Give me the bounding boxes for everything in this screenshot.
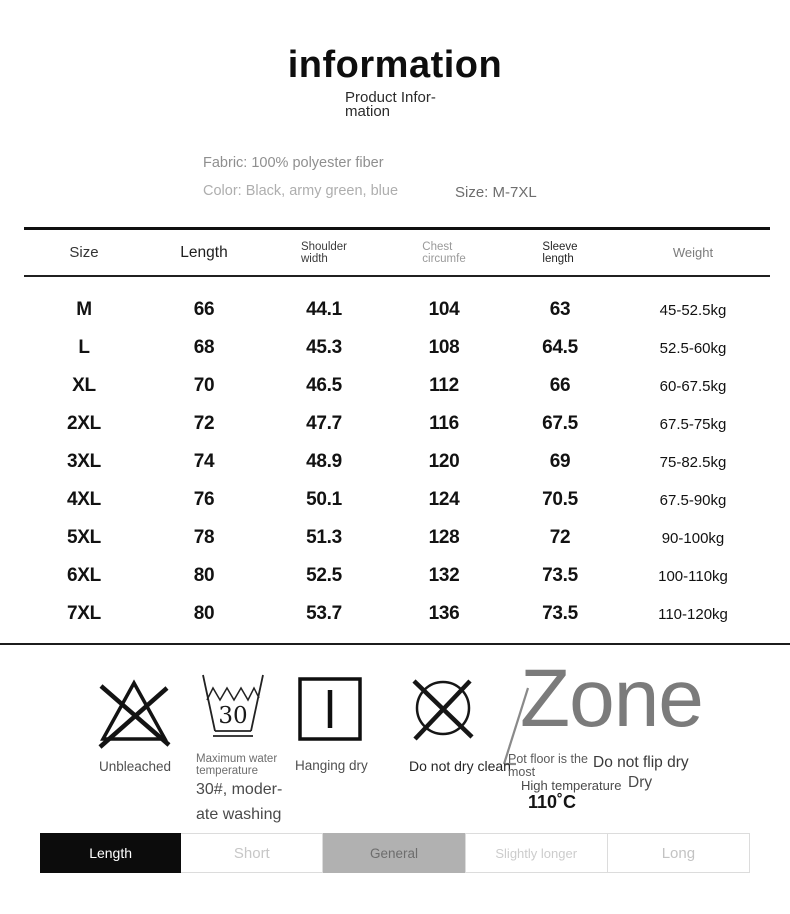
length-option-length[interactable]: Length	[40, 833, 181, 873]
col-header-chest-circumference: Chest circumfe	[422, 240, 466, 265]
high-temperature-label: High temperature	[521, 778, 622, 793]
table-row: L 68 45.3 108 64.5 52.5-60kg	[78, 337, 727, 358]
high-temperature-value: 110˚C	[528, 792, 577, 812]
no-dry-clean-label: Do not dry clean	[409, 758, 511, 774]
table-row: 6XL 80 52.5 132 73.5 100-110kg	[67, 565, 728, 586]
fabric-info: Fabric: 100% polyester fiber	[203, 155, 384, 171]
subtitle-line2: mation	[345, 103, 391, 120]
max-water-temperature-label: Maximum water temperature	[196, 753, 278, 777]
watermark-text: Zone	[520, 653, 703, 744]
page-subtitle	[345, 91, 449, 119]
table-row: 7XL 80 53.7 136 73.5 110-120kg	[67, 603, 728, 624]
col-header-sleeve-length: Sleeve length	[542, 240, 578, 265]
table-header-row	[24, 230, 770, 277]
length-selector	[40, 833, 750, 873]
table-row: 2XL 72 47.7 116 67.5 67.5-75kg	[67, 413, 727, 434]
table-row: XL 70 46.5 112 66 60-67.5kg	[72, 375, 727, 396]
length-option-general[interactable]: General	[323, 833, 464, 873]
col-header-weight: Weight	[672, 245, 714, 260]
subtitle-line1: Product Infor-	[345, 89, 436, 106]
section-divider	[0, 643, 790, 645]
length-option-slightly-longer[interactable]: Slightly longer	[465, 833, 607, 873]
table-row: M 66 44.1 104 63 45-52.5kg	[76, 299, 727, 320]
no-bleach-icon	[95, 673, 173, 756]
col-header-shoulder-width: Shoulder width	[300, 240, 348, 265]
hang-dry-icon	[297, 676, 363, 747]
size-table	[24, 227, 770, 633]
page-title: information	[287, 44, 503, 86]
do-not-flip-dry-label: Do not flip dry	[593, 754, 689, 771]
col-header-length: Length	[180, 243, 228, 261]
color-info: Color: Black, army green, blue	[203, 183, 399, 199]
unbleached-label: Unbleached	[99, 759, 172, 774]
pot-floor-label: Pot floor is the most	[508, 752, 588, 779]
wash-30-icon	[193, 673, 273, 750]
length-option-short[interactable]: Short	[181, 833, 323, 873]
col-header-size: Size	[69, 244, 99, 261]
hanging-dry-label: Hanging dry	[295, 758, 368, 773]
table-row: 5XL 78 51.3 128 72 90-100kg	[67, 527, 725, 548]
svg-text:30: 30	[218, 703, 248, 729]
table-body	[24, 277, 770, 633]
dry-label: Dry	[628, 774, 653, 791]
table-row: 3XL 74 48.9 120 69 75-82.5kg	[67, 451, 727, 472]
table-row: 4XL 76 50.1 124 70.5 67.5-90kg	[67, 489, 727, 510]
size-range-info: Size: M-7XL	[455, 184, 537, 201]
moderate-washing-label: 30#, moder- ate washing	[196, 781, 283, 823]
no-dry-clean-icon	[408, 676, 478, 751]
length-option-long[interactable]: Long	[607, 833, 750, 873]
